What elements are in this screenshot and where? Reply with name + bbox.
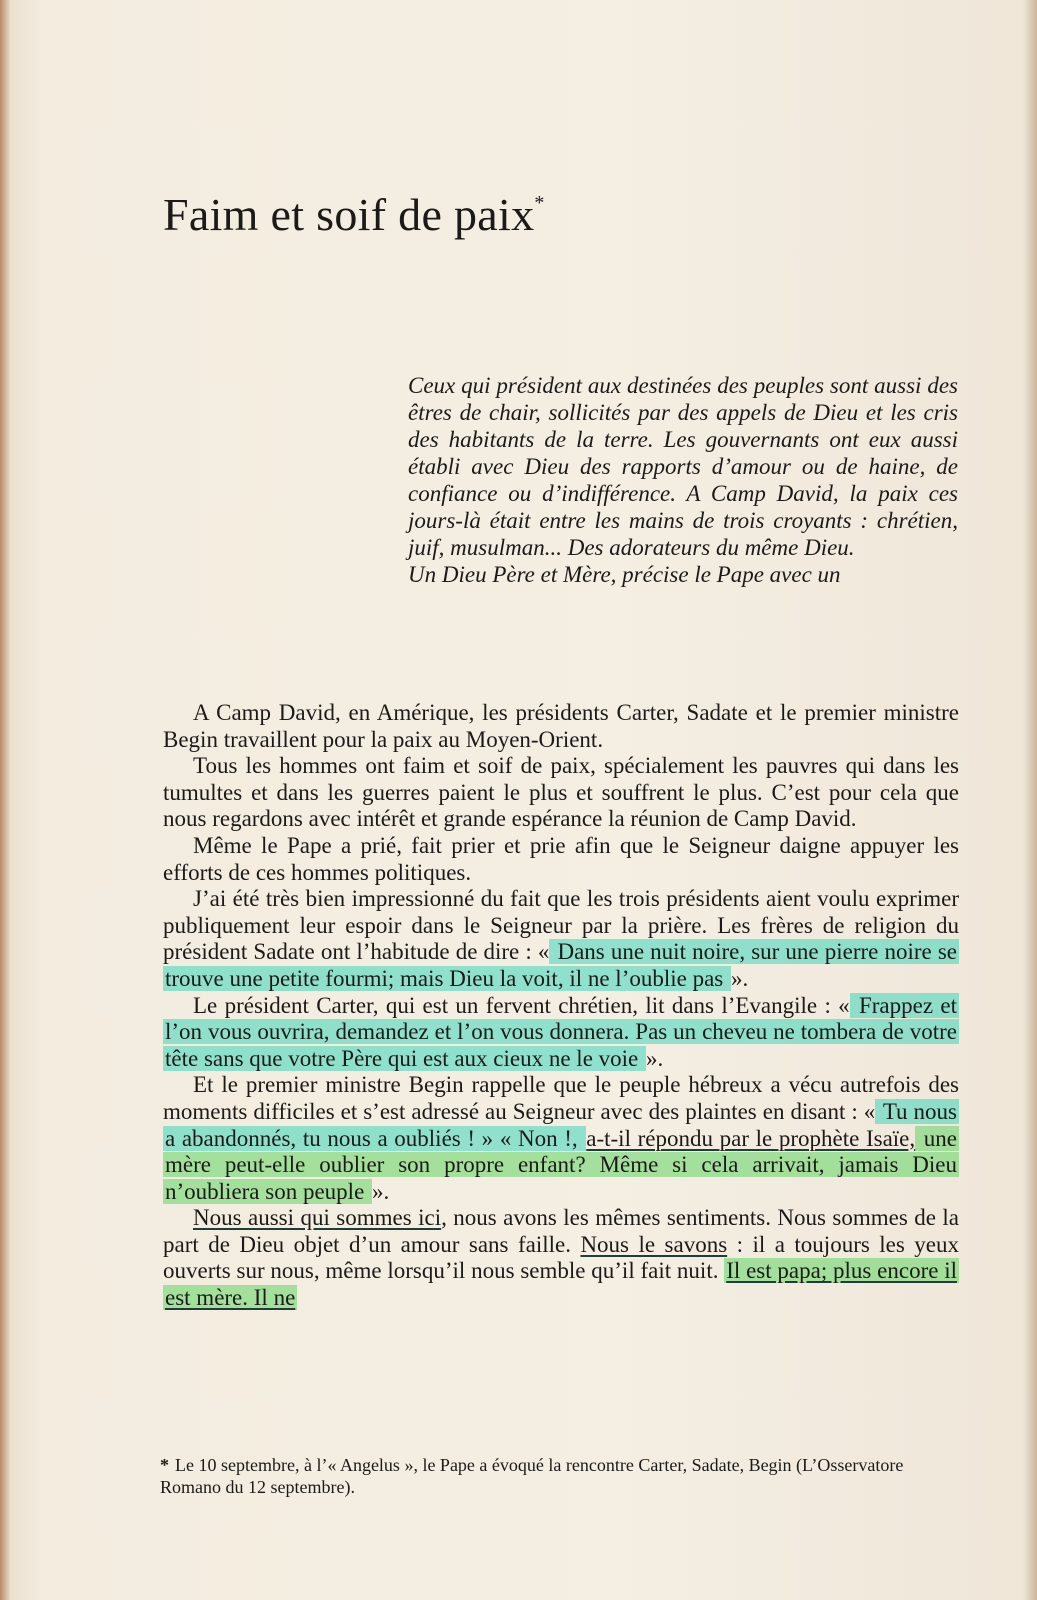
- text-run: ».: [646, 1045, 664, 1071]
- page-left-edge: [0, 0, 10, 1600]
- footnote-text: Le 10 septembre, à l’« Angelus », le Pape a évoqué la rencontre Carter, Sadate, Begin (L’Osservatore Romano du 12 septembre).: [160, 1455, 904, 1497]
- text-run: , nous avons les mêmes sentiments. Nous sommes de la part de Dieu objet d’un amour sans faille.: [163, 1205, 959, 1257]
- body-paragraph: A Camp David, en Amérique, les présidents Carter, Sadate et le premier ministre Begin travaillent pour la paix au Moyen-Orient.: [163, 700, 959, 752]
- body-paragraph: [163, 886, 959, 992]
- text-run: : il a toujours les yeux ouverts sur nous, même lorsqu’il nous semble qu’il fait nuit.: [163, 1231, 959, 1284]
- highlighted-text: Il est papa; plus encore il est mère. Il ne: [165, 1258, 957, 1311]
- body-paragraph: Tous les hommes ont faim et soif de paix, spécialement les pauvres qui dans les tumultes et dans les guerres paient le plus et souffrent le plus. C’est pour cela que nous regardons avec intérêt et grande espérance la réunion de Camp David.: [163, 753, 959, 832]
- text-run: Et le premier ministre Begin rappelle que le peuple hébreux a vécu autrefois des moments difficiles et s’est adressé au Seigneur avec des plaintes en disant : «: [163, 1072, 959, 1124]
- underlined-text: Nous le savons: [580, 1231, 728, 1257]
- title-footnote-mark: *: [534, 192, 545, 214]
- underlined-text: Nous aussi qui sommes ici: [193, 1205, 442, 1231]
- intro-paragraph: Un Dieu Père et Mère, précise le Pape avec un: [408, 562, 841, 587]
- intro-paragraph: Ceux qui président aux destinées des peuples sont aussi des êtres de chair, sollicités par des appels de Dieu et les cris des habitants de la terre. Les gouvernants ont eux aussi établi avec Dieu des rapports d’amour ou de haine, de confiance ou d’indifférence. A Camp David, la paix ces jours-là était entre les mains de trois croyants : chrétien, juif, musulman... Des adorateurs du même Dieu.: [408, 373, 958, 560]
- text-run: ».: [372, 1178, 390, 1204]
- body-paragraph: [163, 1072, 959, 1205]
- footnote-mark: *: [160, 1455, 169, 1475]
- body-text: [163, 700, 959, 1312]
- highlighted-text: Frappez et l’on vous ouvrira, demandez et l’on vous donnera. Pas un cheveu ne tombera de votre tête sans que votre Père qui est aux cieux ne le voie: [165, 992, 957, 1071]
- footnote: [160, 1454, 956, 1498]
- highlighted-text: Tu nous a abandonnés, tu nous a oubliés ! » « Non !,: [165, 1098, 957, 1151]
- intro-epigraph: [408, 372, 958, 588]
- page-right-edge: [1023, 0, 1037, 1600]
- text-run: ».: [731, 965, 749, 991]
- chapter-title-text: Faim et soif de paix: [163, 189, 535, 240]
- highlighted-text: une mère peut-elle oublier son propre enfant? Même si cela arrivait, jamais Dieu n’oubliera son peuple: [165, 1125, 957, 1204]
- body-paragraph: [163, 993, 959, 1073]
- underlined-text: a-t-il répondu par le prophète Isaïe,: [586, 1125, 916, 1151]
- body-paragraph: [163, 1205, 959, 1311]
- chapter-title: [163, 188, 545, 241]
- text-run: Le président Carter, qui est un fervent chrétien, lit dans l’Evangile : «: [193, 992, 850, 1018]
- highlighted-text: Dans une nuit noire, sur une pierre noire se trouve une petite fourmi; mais Dieu la voit, il ne l’oublie pas: [165, 939, 957, 991]
- text-run: J’ai été très bien impressionné du fait que les trois présidents aient voulu exprimer publiquement leur espoir dans le Seigneur par la prière. Les frères de religion du président Sadate ont l’habitude de dire : «: [163, 886, 959, 965]
- body-paragraph: Même le Pape a prié, fait prier et prie afin que le Seigneur daigne appuyer les efforts de ces hommes politiques.: [163, 832, 959, 885]
